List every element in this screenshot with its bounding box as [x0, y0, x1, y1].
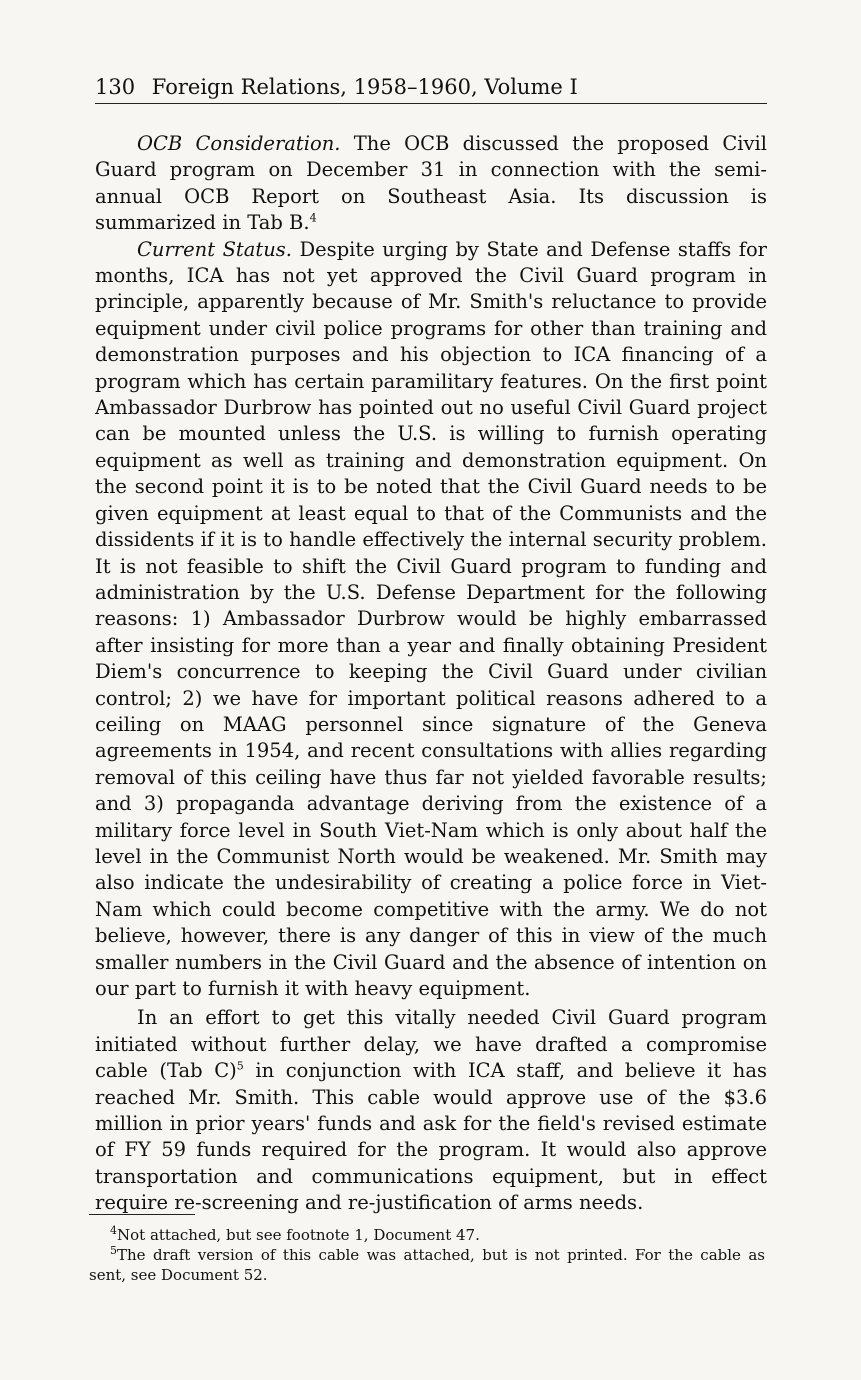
body-text [95, 131, 767, 1217]
run-in-heading: OCB Consideration. [137, 132, 341, 155]
paragraph-current-status [95, 237, 767, 1003]
footnote-4 [89, 1225, 765, 1245]
running-header [95, 74, 767, 104]
footnote-ref: 5 [236, 1059, 244, 1073]
run-in-heading: Current Status. [137, 237, 292, 261]
paragraph-ocb-consideration [95, 131, 767, 237]
paragraph-compromise-cable [95, 1005, 767, 1216]
footnotes [89, 1225, 765, 1285]
paragraph-text: In an effort to get this vitally needed Civil Guard program initiated without further delay, we have drafted a compromise cable (Tab C) [95, 1006, 767, 1083]
footnote-mark: 5 [110, 1244, 117, 1257]
volume-title: Foreign Relations, 1958–1960, Volume I [151, 75, 578, 99]
footnote-text: The draft version of this cable was attached, but is not printed. For the cable as sent, see Document 52. [89, 1246, 765, 1284]
footnote-divider [89, 1214, 195, 1215]
footnote-5 [89, 1245, 765, 1285]
page-number: 130 [95, 75, 136, 99]
paragraph-text: The OCB discussed the proposed Civil Guard program on December 31 in connection with the semi-annual OCB Report on Southeast Asia. Its discussion is summarized in Tab B. [95, 132, 767, 235]
footnote-mark: 4 [110, 1224, 117, 1237]
paragraph-text-continued: in conjunction with ICA staff, and believe it has reached Mr. Smith. This cable would approve use of the $3.6 million in prior years' funds and ask for the field's revised estimate of FY 59 funds required for the program. It would also approve transportation and communications equipment, but in effect require re-screening and re-justification of arms needs. [95, 1059, 767, 1215]
footnote-text: Not attached, but see footnote 1, Document 47. [117, 1226, 480, 1244]
footnote-ref: 4 [309, 211, 317, 225]
paragraph-text: Despite urging by State and Defense staffs for months, ICA has not yet approved the Civil Guard program in principle, apparently because of Mr. Smith's reluctance to provide equipment under civil police programs for other than training and demonstration purposes and his objection to ICA financing of a program which has certain paramilitary features. On the first point Ambassador Durbrow has pointed out no useful Civil Guard project can be mounted unless the U.S. is willing to furnish operating equipment as well as training and demonstration equipment. On the second point it is to be noted that the Civil Guard needs to be given equipment at least equal to that of the Communists and the dissidents if it is to handle effectively the internal security problem. It is not feasible to shift the Civil Guard program to funding and administration by the U.S. Defense Department for the following reasons: 1) Ambassador Durbrow would be highly embarrassed after insisting for more than a year and finally obtaining President Diem's concurrence to keeping the Civil Guard under civilian control; 2) we have for important political reasons adhered to a ceiling on MAAG personnel since signature of the Geneva agreements in 1954, and recent consultations with allies regarding removal of this ceiling have thus far not yielded favorable results; and 3) propaganda advantage deriving from the existence of a military force level in South Viet-Nam which is only about half the level in the Communist North would be weakened. Mr. Smith may also indicate the undesirability of creating a police force in Viet-Nam which could become competitive with the army. We do not believe, however, there is any danger of this in view of the much smaller numbers in the Civil Guard and the absence of intention on our part to furnish it with heavy equipment. [95, 237, 768, 1000]
